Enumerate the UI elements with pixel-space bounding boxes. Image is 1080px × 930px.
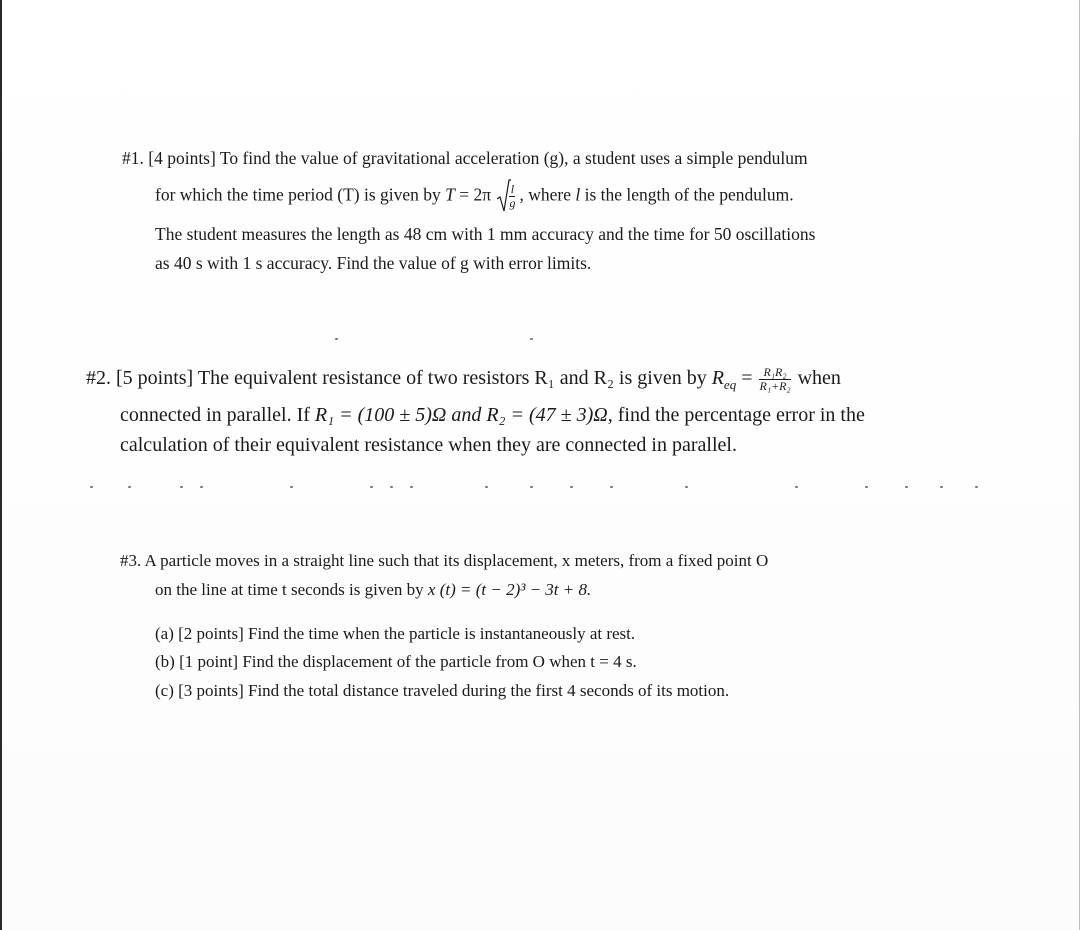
q3-part-b: (b) [1 point] Find the displacement of the particle from O when t = 4 s. xyxy=(155,652,637,671)
q1-fraction-den: g xyxy=(509,196,516,210)
q3-part-c: (c) [3 points] Find the total distance traveled during the first 4 seconds of its motion. xyxy=(155,681,730,700)
q2-eq-sign: = xyxy=(736,367,758,390)
q2-fraction-num: R₁R₂ xyxy=(759,366,790,380)
scan-speck xyxy=(180,486,183,488)
q2-req: R xyxy=(711,367,724,390)
scan-speck xyxy=(290,486,293,488)
q3-line-2 xyxy=(155,580,591,600)
q2-line-2 xyxy=(120,404,865,427)
scan-speck xyxy=(90,486,93,488)
scan-speck xyxy=(370,486,373,488)
scan-speck xyxy=(975,486,978,488)
q1-sqrt-formula xyxy=(497,183,517,210)
q1-line-2-end: is the length of the pendulum. xyxy=(580,184,794,205)
sqrt-sign-icon xyxy=(497,179,511,213)
scan-speck xyxy=(530,486,533,488)
q1-line-1: #1. [4 points] To find the value of gravitational acceleration (g), a student uses a simple pendulum xyxy=(122,148,808,168)
scan-speck xyxy=(570,486,573,488)
q1-fraction-num: l xyxy=(510,182,515,196)
q2-req-sub: eq xyxy=(723,377,737,393)
q3-line-2-text: on the line at time t seconds is given by xyxy=(155,580,428,599)
q2-line-2-math: R₁ = (100 ± 5)Ω and R₂ = (47 ± 3)Ω, xyxy=(314,404,613,426)
q2-line-2-text: connected in parallel. If xyxy=(120,404,315,426)
q3-part-a: (a) [2 points] Find the time when the particle is instantaneously at rest. xyxy=(155,624,636,643)
q1-line-4: as 40 s with 1 s accuracy. Find the value of g with error limits. xyxy=(155,253,592,273)
scan-speck xyxy=(485,486,488,488)
q1-formula-lhs: T xyxy=(445,184,455,205)
q1-line-3: The student measures the length as 48 cm with 1 mm accuracy and the time for 50 oscillations xyxy=(155,224,816,244)
scan-speck xyxy=(865,486,868,488)
scan-speck xyxy=(530,338,533,340)
q3-line-1: #3. A particle moves in a straight line such that its displacement, x meters, from a fixed point O xyxy=(120,551,769,570)
q2-line-2-end: find the percentage error in the xyxy=(612,404,865,426)
q2-fraction xyxy=(759,366,790,393)
q1-line-2-comma: , where xyxy=(519,184,576,205)
scan-speck xyxy=(905,486,908,488)
scan-artifact-row xyxy=(90,486,990,490)
scan-speck xyxy=(685,486,688,488)
scan-speck xyxy=(410,486,413,488)
q3-line-2-math: x (t) = (t − 2)³ − 3t + 8. xyxy=(427,580,592,599)
q1-line-2-var: l xyxy=(575,184,581,205)
q2-line-1-end: when xyxy=(792,367,841,390)
q1-line-2 xyxy=(155,183,794,210)
q2-line-1 xyxy=(86,366,841,393)
scan-speck xyxy=(128,486,131,488)
page-left-edge xyxy=(0,0,2,930)
scan-speck xyxy=(795,486,798,488)
scan-speck xyxy=(940,486,943,488)
q2-line-3: calculation of their equivalent resistance when they are connected in parallel. xyxy=(120,434,737,456)
q2-line-1-text: #2. [5 points] The equivalent resistance of two resistors R₁ and R₂ is given by xyxy=(86,367,712,390)
scan-speck xyxy=(200,486,203,488)
q2-fraction-den: R₁+R₂ xyxy=(759,379,791,393)
q1-formula-eq: = 2π xyxy=(454,184,492,205)
scan-speck xyxy=(335,338,338,340)
scan-speck xyxy=(390,486,393,488)
q1-line-2-text: for which the time period (T) is given by xyxy=(155,184,446,205)
scan-speck xyxy=(610,486,613,488)
